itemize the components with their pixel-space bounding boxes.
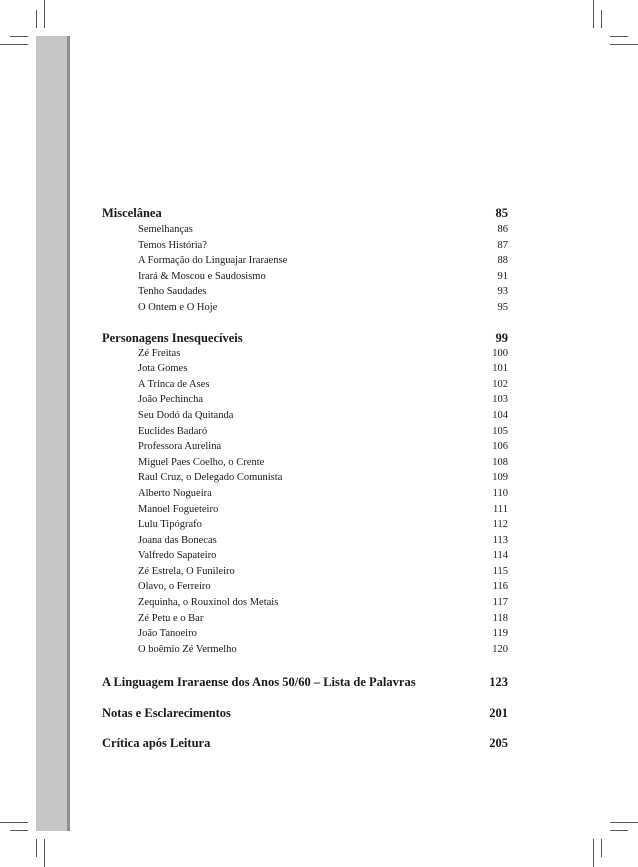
- toc-entry-page: 95: [497, 301, 508, 313]
- toc-entry: [102, 392, 508, 408]
- toc-entry: [102, 253, 508, 269]
- toc-section: [102, 205, 508, 316]
- toc-section: [102, 330, 508, 658]
- toc-entry-title: Manoel Fogueteiro: [138, 503, 219, 515]
- toc-entry-title: Jota Gomes: [138, 363, 188, 375]
- toc-entry-title: Zé Estrela, O Funileiro: [138, 565, 235, 577]
- toc-entry: [102, 611, 508, 627]
- crop-mark: [610, 830, 628, 831]
- toc-entry-page: 88: [497, 255, 508, 267]
- toc-section-heading: [102, 205, 508, 221]
- crop-mark: [610, 36, 628, 37]
- toc-entry: [102, 517, 508, 533]
- toc-section-title: A Linguagem Iraraense dos Anos 50/60 – Lista de Palavras: [102, 675, 416, 690]
- toc-entry: [102, 533, 508, 549]
- toc-entry-title: Miguel Paes Coelho, o Crente: [138, 456, 265, 468]
- toc-entry-page: 118: [492, 612, 508, 624]
- toc-entry-title: Euclides Badaró: [138, 425, 208, 437]
- toc-entry: [102, 284, 508, 300]
- toc-entry-page: 102: [492, 378, 508, 390]
- toc-entry-page: 111: [493, 503, 508, 515]
- toc-entry-page: 109: [492, 472, 508, 484]
- crop-mark: [610, 822, 638, 823]
- toc-entry-title: João Pechincha: [138, 394, 204, 406]
- toc-section-heading: [102, 735, 508, 751]
- toc-entry-page: 114: [492, 550, 508, 562]
- toc-entry: [102, 626, 508, 642]
- toc-entry: [102, 424, 508, 440]
- crop-mark: [601, 10, 602, 28]
- crop-mark: [0, 44, 28, 45]
- toc-entry-page: 110: [492, 487, 508, 499]
- toc-entry: [102, 439, 508, 455]
- toc-entry-title: João Tanoeiro: [138, 628, 197, 640]
- crop-mark: [0, 822, 28, 823]
- toc-section-heading: [102, 705, 508, 721]
- toc-entry-page: 117: [492, 597, 508, 609]
- toc-entry-page: 103: [492, 394, 508, 406]
- toc-entry-title: Raul Cruz, o Delegado Comunista: [138, 472, 283, 484]
- toc-entry-title: O boêmio Zé Vermelho: [138, 643, 237, 655]
- toc-entry-title: Irará & Moscou e Saudosismo: [138, 270, 266, 282]
- toc-entry-page: 101: [492, 363, 508, 375]
- toc-section-heading: [102, 674, 508, 690]
- toc-section-title: Crítica após Leitura: [102, 736, 211, 751]
- toc-entry: [102, 548, 508, 564]
- toc-entry-page: 115: [492, 565, 508, 577]
- gray-margin-bar: [36, 36, 67, 831]
- toc-entry-page: 104: [492, 409, 508, 421]
- toc-entry: [102, 579, 508, 595]
- toc-entry: [102, 300, 508, 316]
- toc-entry: [102, 564, 508, 580]
- toc-entry: [102, 455, 508, 471]
- toc-entry-title: Semelhanças: [138, 224, 193, 235]
- toc-entry: [102, 470, 508, 486]
- toc-section-heading: [102, 330, 508, 346]
- toc-section-page: 99: [495, 330, 508, 345]
- toc-entry-page: 119: [492, 628, 508, 640]
- toc-entry-title: A Trinca de Ases: [138, 378, 210, 390]
- toc-entry-title: Tenho Saudades: [138, 286, 207, 298]
- crop-mark: [44, 0, 45, 28]
- toc-entry-title: Professora Aurelina: [138, 441, 222, 453]
- toc-entry: [102, 377, 508, 393]
- toc-entry-title: Zequinha, o Rouxinol dos Metais: [138, 597, 279, 609]
- toc-entry-page: 112: [492, 519, 508, 531]
- toc-entry-page: 87: [497, 239, 508, 251]
- crop-mark: [44, 839, 45, 867]
- toc-entry-page: 116: [492, 581, 508, 593]
- toc-entry-title: Olavo, o Ferreiro: [138, 581, 211, 593]
- toc-entry-page: 91: [497, 270, 508, 282]
- toc-section-title: Miscelânea: [102, 206, 162, 220]
- toc-entry: [102, 595, 508, 611]
- crop-mark: [610, 44, 638, 45]
- toc-entry-title: Temos História?: [138, 239, 207, 251]
- toc-entry: [102, 238, 508, 254]
- toc-section: [102, 735, 508, 751]
- toc-entry: [102, 642, 508, 658]
- toc-entry-page: 120: [492, 643, 508, 655]
- toc-entry-title: A Formação do Linguajar Iraraense: [138, 255, 288, 267]
- toc-section-page: 205: [489, 736, 508, 751]
- toc-section-title: Personagens Inesquecíveis: [102, 330, 243, 345]
- crop-mark: [601, 839, 602, 857]
- toc-entry-title: O Ontem e O Hoje: [138, 301, 218, 313]
- toc-entry-title: Zé Petu e o Bar: [138, 612, 204, 624]
- toc-section-page: 85: [495, 206, 508, 220]
- toc-section-page: 123: [489, 675, 508, 690]
- toc-section-title: Notas e Esclarecimentos: [102, 706, 231, 721]
- toc-entry-title: Alberto Nogueira: [138, 487, 212, 499]
- toc-entry-page: 105: [492, 425, 508, 437]
- toc-entry-title: Joana das Bonecas: [138, 534, 217, 546]
- toc-entry-page: 100: [492, 347, 508, 359]
- toc-entry: [102, 346, 508, 362]
- toc-entry-page: 113: [492, 534, 508, 546]
- toc-entry: [102, 361, 508, 377]
- toc-entry-page: 86: [497, 224, 508, 235]
- toc-entry-page: 108: [492, 456, 508, 468]
- toc-entry: [102, 486, 508, 502]
- toc-entry-page: 93: [497, 286, 508, 298]
- toc-section: [102, 674, 508, 690]
- toc-entry: [102, 502, 508, 518]
- crop-mark: [36, 10, 37, 28]
- table-of-contents: [102, 205, 508, 751]
- crop-mark: [593, 0, 594, 28]
- toc-entry: [102, 222, 508, 238]
- toc-entry-title: Valfredo Sapateiro: [138, 550, 217, 562]
- gray-margin-bar-edge: [67, 36, 70, 831]
- toc-section: [102, 705, 508, 721]
- toc-section-page: 201: [489, 706, 508, 721]
- crop-mark: [10, 830, 28, 831]
- toc-entry: [102, 408, 508, 424]
- toc-entry: [102, 269, 508, 285]
- toc-entry-page: 106: [492, 441, 508, 453]
- crop-mark: [36, 839, 37, 857]
- toc-entry-title: Zé Freitas: [138, 347, 181, 359]
- toc-entry-title: Lulu Tipógrafo: [138, 519, 202, 531]
- toc-entry-title: Seu Dodó da Quitanda: [138, 409, 234, 421]
- crop-mark: [10, 36, 28, 37]
- crop-mark: [593, 839, 594, 867]
